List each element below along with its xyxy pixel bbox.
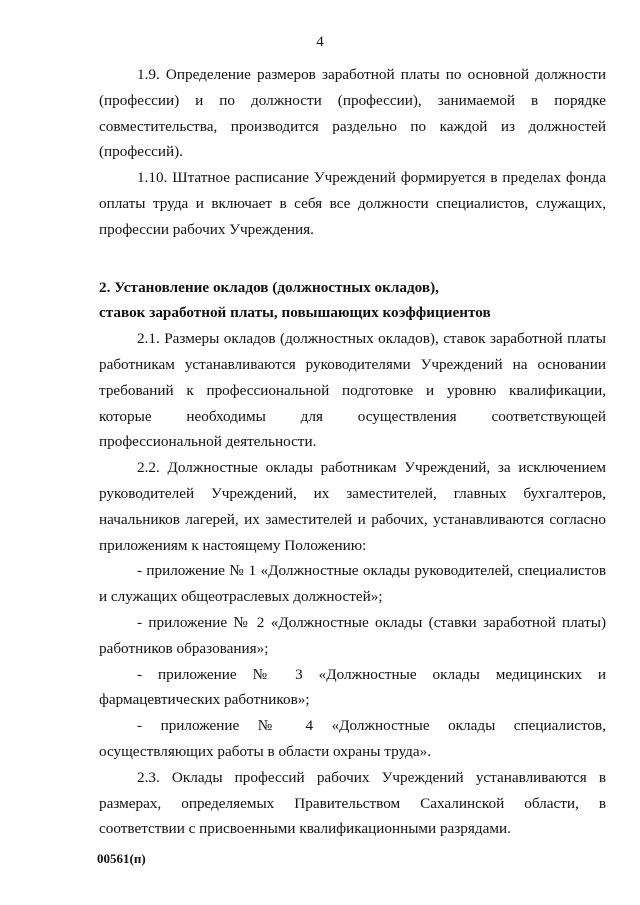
footer-document-code: 00561(п) <box>97 851 146 866</box>
appendix-item-4: - приложение № 4 «Должностные оклады специалистов, осуществляющих работы в области охраны труда». <box>99 717 606 760</box>
paragraph-1-9: 1.9. Определение размеров заработной платы по основной должности (профессии) и по должности (профессии), занимаемой в порядке совместительства, производится раздельно по каждой из должностей (профессий). <box>99 66 606 161</box>
appendix-item-1: - приложение № 1 «Должностные оклады руководителей, специалистов и служащих общеотраслевых должностей»; <box>99 562 606 606</box>
page-number: 4 <box>316 34 324 50</box>
paragraph-2-2: 2.2. Должностные оклады работникам Учреждений, за исключением руководителей Учреждений, их заместителей, главных бухгалтеров, начальников лагерей, их заместителей и рабочих, устанавливаются согласно приложениям к настоящему Положению: <box>99 459 606 554</box>
section-heading-line-1: 2. Установление окладов (должностных окладов), <box>99 278 439 296</box>
appendix-item-2: - приложение № 2 «Должностные оклады (ставки заработной платы) работников образования»; <box>99 613 606 657</box>
appendix-item-3: - приложение № 3 «Должностные оклады медицинских и фармацевтических работников»; <box>99 665 606 709</box>
paragraph-2-1: 2.1. Размеры окладов (должностных окладов), ставок заработной платы работникам устанавливаются руководителями Учреждений на основании требований к профессиональной подготовке и уровню квалификации, которые необходимы для осуществления соответствующей профессиональной деятельности. <box>99 330 606 451</box>
section-heading-line-2: ставок заработной платы, повышающих коэффициентов <box>99 304 491 322</box>
section-heading <box>99 275 606 327</box>
paragraph-2-3: 2.3. Оклады профессий рабочих Учреждений устанавливаются в размерах, определяемых Правительством Сахалинской области, в соответствии с присвоенными квалификационными разрядами. <box>99 768 606 838</box>
paragraph-1-10: 1.10. Штатное расписание Учреждений формируется в пределах фонда оплаты труда и включает в себя все должности специалистов, служащих, профессии рабочих Учреждения. <box>99 169 606 238</box>
document-body <box>99 62 606 842</box>
